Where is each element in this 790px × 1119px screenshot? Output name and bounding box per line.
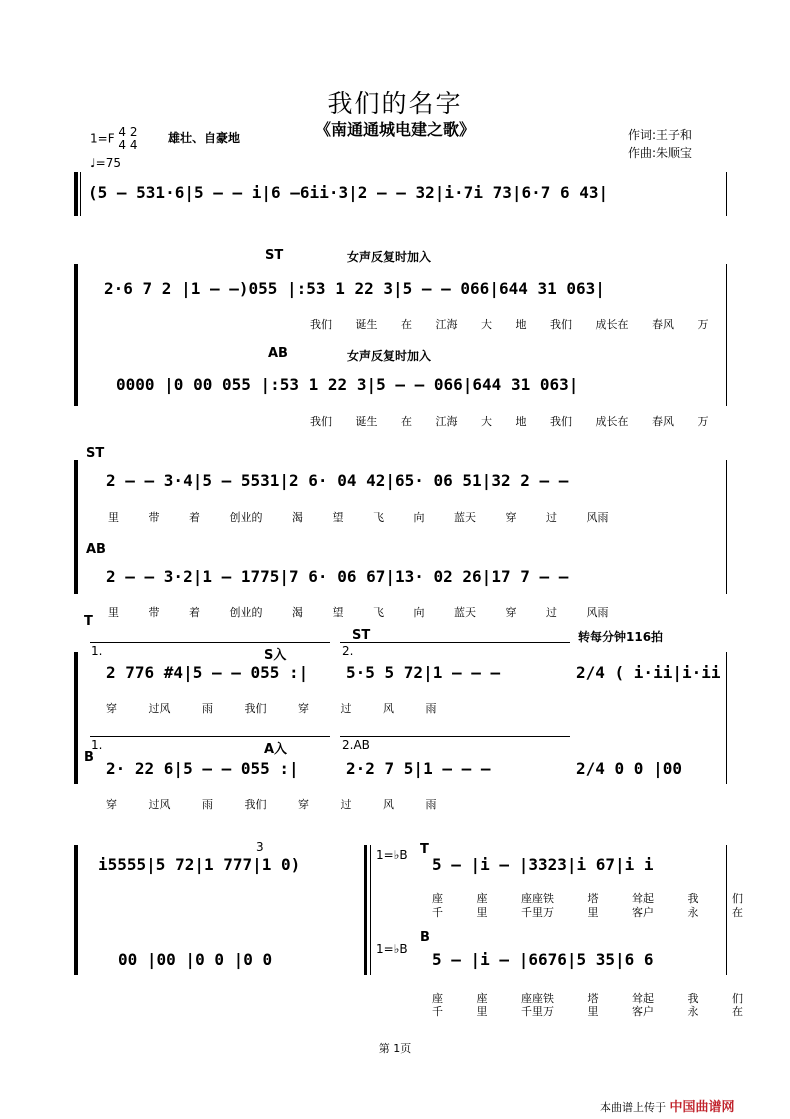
composer: 作曲:朱顺宝	[628, 146, 693, 160]
upper-lyrics-verse1: 座 座 座座铁 塔 耸起 我 们	[432, 892, 743, 905]
voice-label-st: ST	[352, 628, 371, 643]
voice-label-t: T	[84, 614, 93, 629]
system-brace	[74, 264, 78, 406]
volta-bracket-1	[90, 736, 330, 737]
barline	[726, 460, 727, 594]
key-signature	[90, 126, 138, 152]
lower-staff-notes-new-key: 5 – |i – |6676|5 35|6 6	[432, 950, 654, 969]
time-signature-b: 2 4	[129, 125, 138, 152]
page-number: 第 1页	[378, 1042, 412, 1055]
song-title: 我们的名字	[327, 89, 463, 118]
lyricist: 作词:王子和	[628, 128, 693, 142]
system-brace	[74, 460, 78, 594]
lower-staff-notes-ending1: 2· 22 6|5 – – 055 :|	[106, 759, 299, 778]
volta-bracket-1	[90, 642, 330, 643]
voice-label-b: B	[420, 930, 430, 945]
lower-lyrics-verse1: 座 座 座座铁 塔 耸起 我 们	[432, 992, 743, 1005]
upper-staff-notes: 2·6 7 2 |1 – –)055 |:53 1 22 3|5 – – 066|644 31 063|	[104, 279, 605, 298]
voice-label-b: B	[84, 750, 94, 765]
lower-lyrics: 我们 诞生 在 江海 大 地 我们 成长在 春风 万	[310, 415, 709, 428]
voice-label-ab: AB	[86, 542, 106, 557]
ending-2-b: 2.AB	[342, 738, 370, 752]
lower-staff-notes-coda: 2/4 0 0 |00	[576, 759, 682, 778]
lower-staff-notes: 0000 |0 00 055 |:53 1 22 3|5 – – 066|644 31 063|	[116, 375, 579, 394]
triplet-mark: 3	[256, 840, 264, 854]
ending-1-b: 1.	[91, 738, 103, 752]
tempo-change: 转每分钟116拍	[578, 630, 664, 644]
ending-1: 1.	[91, 644, 103, 658]
upload-note	[600, 1096, 735, 1115]
brand-logo[interactable]: 中国曲谱网	[669, 1100, 735, 1115]
lower-lyrics: 穿 过风 雨 我们 穿 过 风 雨	[106, 798, 437, 811]
barline	[726, 652, 727, 784]
soprano-entry: S入	[264, 648, 287, 663]
volta-bracket-2	[340, 736, 570, 737]
upper-staff-notes-ending2: 5·5 5 72|1 – – –	[346, 663, 501, 682]
system-brace	[74, 172, 78, 216]
lower-staff-notes: 2 – – 3·2|1 – 1775|7 6· 06 67|13· 02 26|17 7 – –	[106, 567, 569, 586]
upper-lyrics: 里 带 着 创业的 渴 望 飞 向 蓝天 穿 过 风雨	[108, 511, 609, 524]
barline	[80, 172, 81, 216]
double-barline	[370, 845, 371, 975]
voice-label-ab: AB	[268, 346, 288, 361]
barline	[726, 264, 727, 406]
expression-mark: 雄壮、自豪地	[168, 131, 241, 145]
system-brace	[74, 652, 78, 784]
upper-staff-notes-coda: 2/4 ( i·ii|i·ii	[576, 663, 721, 682]
upper-lyrics-verse2: 千 里 千里万 里 客户 永 在	[432, 906, 743, 919]
lower-staff-notes: 00 |00 |0 0 |0 0	[118, 950, 273, 969]
female-join-note: 女声反复时加入	[347, 250, 432, 264]
system-brace	[74, 845, 78, 975]
upper-staff-notes-new-key: 5 – |i – |3323|i 67|i i	[432, 855, 654, 874]
alto-entry: A入	[264, 742, 288, 757]
upper-staff-notes: 2 – – 3·4|5 – 5531|2 6· 04 42|65· 06 51|32 2 – –	[106, 471, 569, 490]
female-join-note: 女声反复时加入	[347, 349, 432, 363]
lower-lyrics-verse2: 千 里 千里万 里 客户 永 在	[432, 1005, 743, 1018]
upper-staff-notes: i5555|5 72|1 777|1 0)	[98, 855, 301, 874]
key-change: 1=♭B	[376, 942, 408, 956]
upper-lyrics: 我们 诞生 在 江海 大 地 我们 成长在 春风 万	[310, 318, 709, 331]
voice-label-t: T	[420, 842, 429, 857]
lower-lyrics: 里 带 着 创业的 渴 望 飞 向 蓝天 穿 过 风雨	[108, 606, 609, 619]
ending-2: 2.	[342, 644, 354, 658]
key-change: 1=♭B	[376, 848, 408, 862]
voice-label-st: ST	[86, 446, 105, 461]
key-label: 1=F	[90, 131, 115, 146]
upper-lyrics: 穿 过风 雨 我们 穿 过 风 雨	[106, 702, 437, 715]
double-barline	[364, 845, 367, 975]
tempo-mark: ♩=75	[90, 156, 121, 170]
volta-bracket-2	[340, 642, 570, 643]
lower-staff-notes-ending2: 2·2 7 5|1 – – –	[346, 759, 491, 778]
barline	[726, 172, 727, 216]
upper-staff-notes-ending1: 2 776 #4|5 – – 055 :|	[106, 663, 309, 682]
upload-text: 本曲谱上传于	[600, 1101, 666, 1114]
intro-notes: (5 – 531·6|5 – – i|6 –6ii·3|2 – – 32|i·7i 73|6·7 6 43|	[88, 183, 609, 202]
voice-label-st: ST	[265, 248, 284, 263]
time-signature-a: 4 4	[118, 125, 127, 152]
song-subtitle: 《南通通城电建之歌》	[314, 120, 475, 139]
